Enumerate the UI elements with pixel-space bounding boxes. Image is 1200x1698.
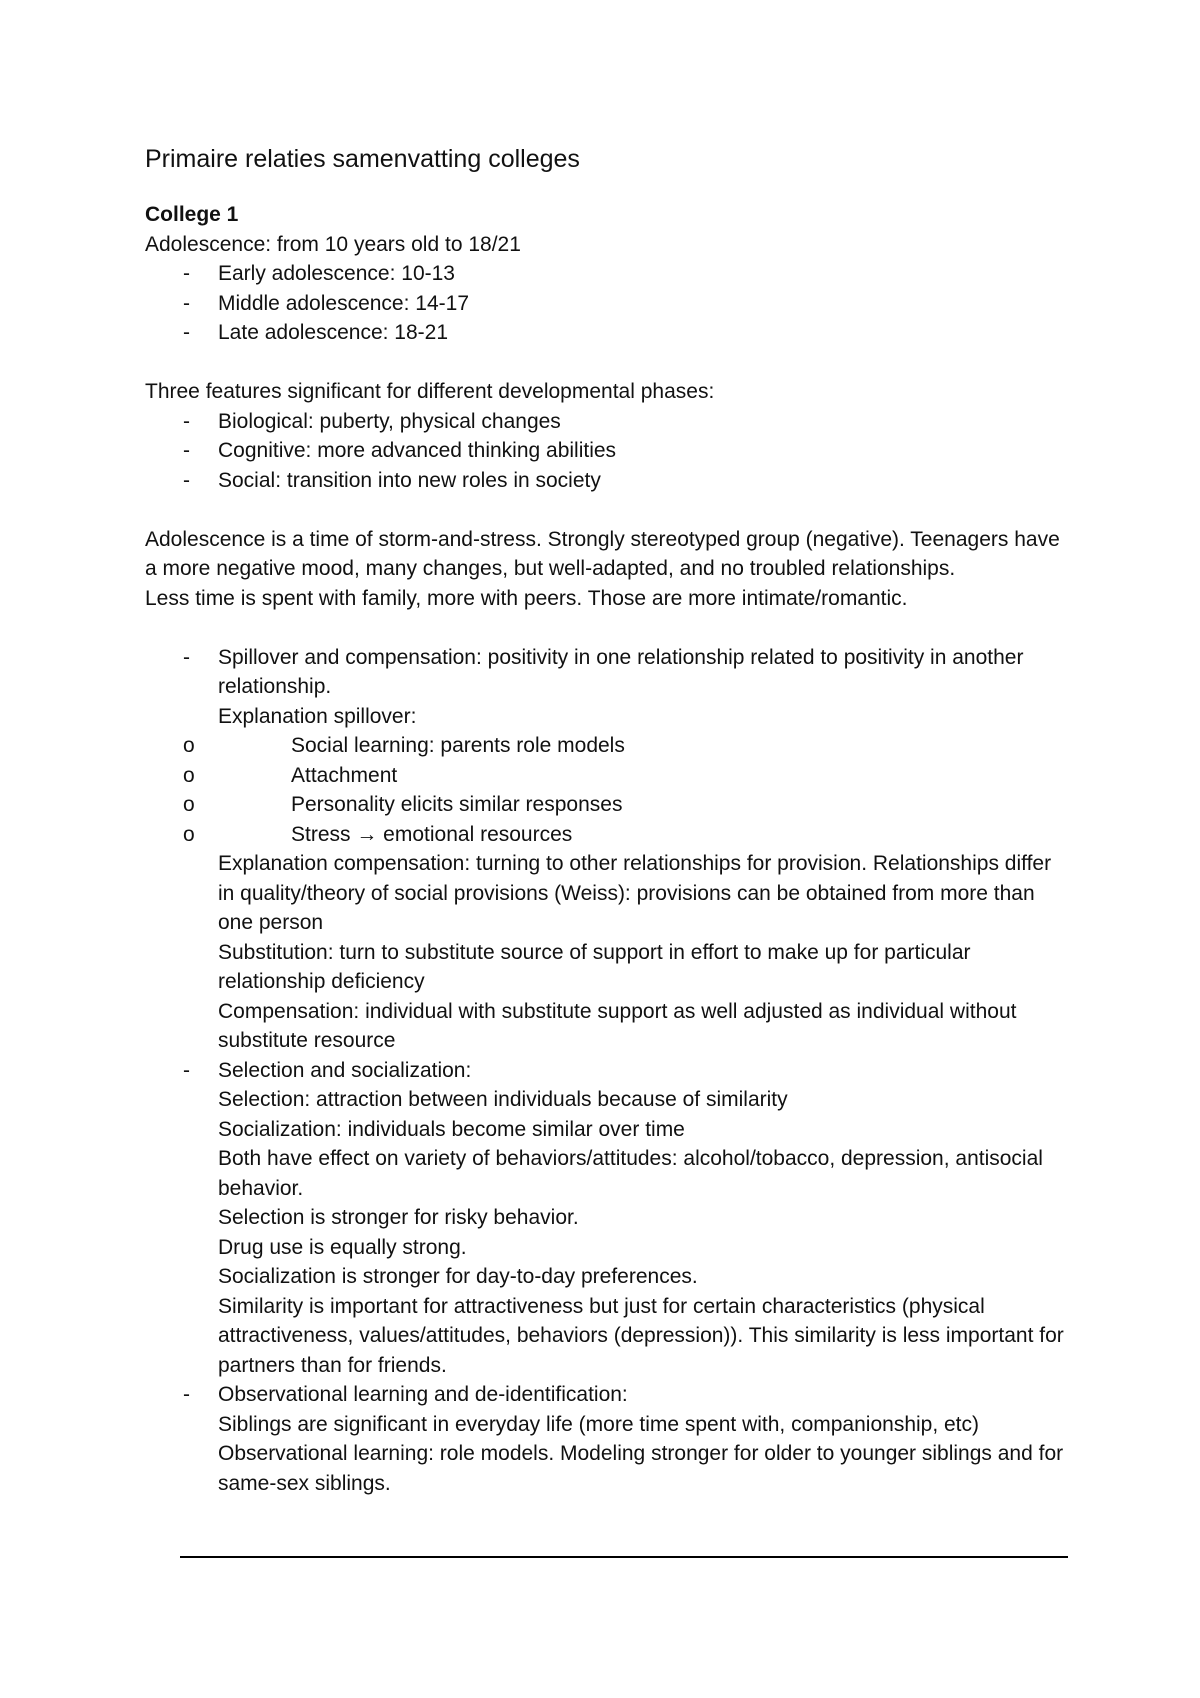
list-item: - Early adolescence: 10-13 [145,259,1065,289]
adolescence-stages-list [145,259,1065,348]
section-heading: College 1 [145,203,239,226]
list-item: - Social: transition into new roles in society [145,466,1065,496]
topics-list [145,643,1065,1499]
topic-heading: - Selection and socialization: [218,1058,472,1082]
topic-heading: - Spillover and compensation: positivity in one relationship related to positivity in another relationship. [218,645,1024,698]
topic-observational [145,1380,1065,1498]
time-paragraph: Less time is spent with family, more with peers. Those are more intimate/romantic. [145,586,908,610]
list-item: o Attachment [145,761,1065,791]
list-item: - Biological: puberty, physical changes [145,407,1065,437]
paragraph-spacer [145,495,1065,525]
document-body [145,142,1065,1498]
selection-line: Drug use is equally strong. [218,1235,467,1259]
topic-spillover [145,643,1065,1056]
compensation-text: Compensation: individual with substitute support as well adjusted as individual without substitute resource [218,999,1017,1052]
list-item: - Middle adolescence: 14-17 [145,289,1065,319]
selection-line: Selection is stronger for risky behavior. [218,1206,579,1229]
document-title: Primaire relaties samenvatting colleges [145,145,580,173]
topic-selection [145,1056,1065,1381]
list-item: o Stress → emotional resources [145,820,1065,850]
storm-paragraph: Adolescence is a time of storm-and-stress. Strongly stereotyped group (negative). Teenagers have a more negative mood, many changes, but well-adapted, and no troubled relationships. [145,527,1060,580]
adolescence-intro: Adolescence: from 10 years old to 18/21 [145,232,521,256]
paragraph-spacer [145,613,1065,643]
features-intro: Three features significant for different developmental phases: [145,380,715,403]
observational-line: Observational learning: role models. Modeling stronger for older to younger siblings and for same-sex siblings. [218,1442,1064,1495]
list-item: o Social learning: parents role models [145,731,1065,761]
list-item: - Late adolescence: 18-21 [145,318,1065,348]
selection-line: Socialization: individuals become similar over time [218,1117,685,1141]
topic-heading: - Observational learning and de-identification: [218,1383,628,1406]
spillover-explanations-list [145,731,1065,849]
paragraph-spacer [145,348,1065,378]
substitution-text: Substitution: turn to substitute source of support in effort to make up for particular relationship deficiency [218,940,971,993]
selection-line: Socialization is stronger for day-to-day preferences. [218,1265,698,1288]
selection-line: Both have effect on variety of behaviors/attitudes: alcohol/tobacco, depression, antisocial behavior. [218,1147,1043,1200]
observational-line: Siblings are significant in everyday life (more time spent with, companionship, etc) [218,1412,980,1436]
selection-line: Similarity is important for attractiveness but just for certain characteristics (physical attractiveness, values/attitudes, behaviors (depression)). This similarity is less important for partners than for friends. [218,1294,1064,1377]
horizontal-rule [180,1556,1068,1558]
features-list [145,407,1065,496]
selection-line: Selection: attraction between individuals because of similarity [218,1088,788,1111]
compensation-explanation: Explanation compensation: turning to other relationships for provision. Relationships differ in quality/theory of social provisions (Weiss): provisions can be obtained from more than one person [218,852,1052,934]
list-item: - Cognitive: more advanced thinking abilities [145,436,1065,466]
list-item: o Personality elicits similar responses [145,790,1065,820]
explanation-label: Explanation spillover: [218,704,417,728]
